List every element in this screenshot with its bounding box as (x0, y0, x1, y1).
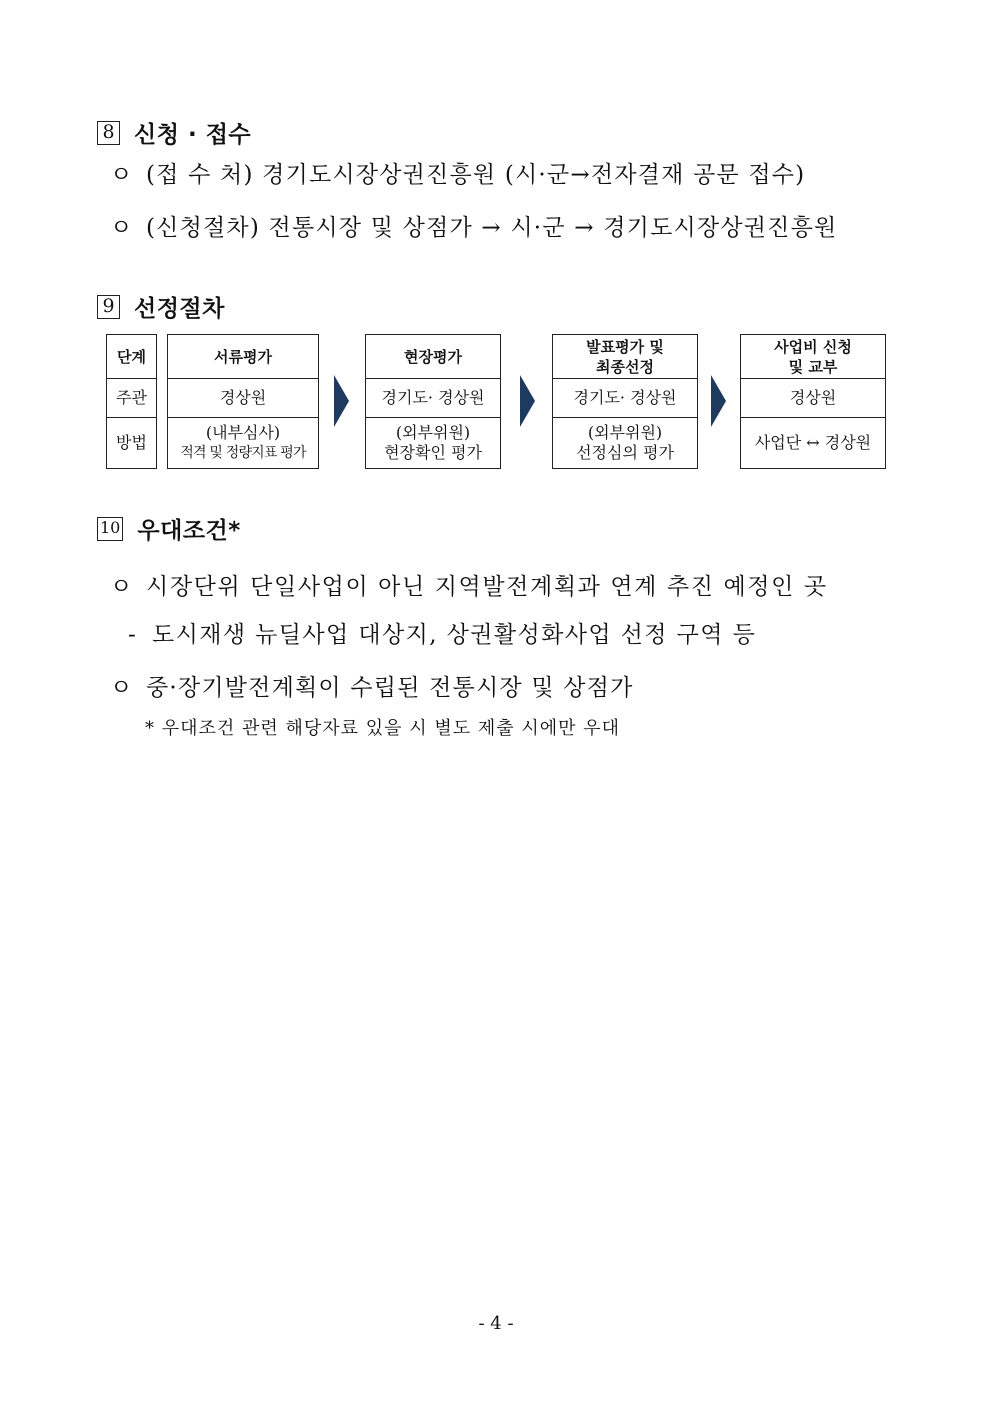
step-method (553, 418, 698, 469)
footnote: * 우대조건 관련 해당자료 있을 시 별도 제출 시에만 우대 (145, 718, 621, 739)
flow-arrow-icon (520, 375, 535, 427)
flow-arrow-icon (711, 375, 726, 427)
step-host: 경기도· 경상원 (366, 379, 501, 418)
step-title-line-2: 및 교부 (788, 357, 838, 376)
list-item-text: (신청절차) 전통시장 및 상점가 → 시·군 → 경기도시장상권진흥원 (146, 215, 838, 241)
row-label-stage: 단계 (107, 335, 157, 379)
step-title (741, 335, 886, 379)
section-title: 선정절차 (134, 296, 225, 322)
list-item (110, 669, 634, 702)
step-title: 서류평가 (168, 335, 319, 379)
step-method-line-2: 현장확인 평가 (384, 443, 482, 462)
list-item-text: 중·장기발전계획이 수립된 전통시장 및 상점가 (146, 675, 634, 701)
step-method: 사업단 ↔ 경상원 (741, 418, 886, 469)
section-title: 신청 · 접수 (134, 122, 252, 148)
flow-arrow-icon (334, 375, 349, 427)
list-item (110, 209, 837, 242)
step-method-line-1: (외부위원) (587, 423, 663, 442)
bullet: ㅇ (110, 574, 133, 600)
section-number: 9 (97, 295, 120, 319)
list-item (128, 616, 756, 649)
bullet: ㅇ (110, 215, 133, 241)
step-method-line-1: (외부위원) (395, 423, 471, 442)
step-title: 현장평가 (366, 335, 501, 379)
step-title-line-1: 발표평가 및 (586, 337, 664, 356)
procedure-step-1 (167, 334, 319, 469)
step-method-line-2: 선정심의 평가 (576, 443, 674, 462)
procedure-row-labels (106, 334, 157, 469)
page-number: - 4 - (478, 1313, 514, 1334)
step-host: 경상원 (168, 379, 319, 418)
list-item (110, 156, 805, 189)
step-method-line-2: 적격 및 정량지표 평가 (180, 445, 306, 461)
bullet: ㅇ (110, 675, 133, 701)
procedure-step-4 (740, 334, 886, 469)
step-method-line-1: (내부심사) (205, 423, 281, 442)
section-8-heading (97, 116, 251, 149)
step-title (553, 335, 698, 379)
step-title-line-1: 사업비 신청 (774, 337, 852, 356)
list-item-text: 도시재생 뉴딜사업 대상지, 상권활성화사업 선정 구역 등 (152, 622, 757, 648)
section-title: 우대조건* (137, 518, 241, 544)
section-number: 10 (97, 517, 123, 541)
procedure-step-2 (365, 334, 501, 469)
step-host: 경기도· 경상원 (553, 379, 698, 418)
section-number: 8 (97, 121, 120, 145)
bullet: ㅇ (110, 162, 133, 188)
list-item-text: 시장단위 단일사업이 아닌 지역발전계획과 연계 추진 예정인 곳 (146, 574, 828, 600)
row-label-method: 방법 (107, 418, 157, 469)
procedure-step-3 (552, 334, 698, 469)
list-item (110, 568, 828, 601)
step-method (366, 418, 501, 469)
list-item-text: (접 수 처) 경기도시장상권진흥원 (시·군→전자결재 공문 접수) (146, 162, 806, 188)
section-10-heading (97, 512, 241, 545)
row-label-host: 주관 (107, 379, 157, 418)
step-host: 경상원 (741, 379, 886, 418)
section-9-heading (97, 290, 225, 323)
bullet: - (128, 622, 136, 648)
step-title-line-2: 최종선정 (596, 357, 654, 376)
step-method (168, 418, 319, 469)
